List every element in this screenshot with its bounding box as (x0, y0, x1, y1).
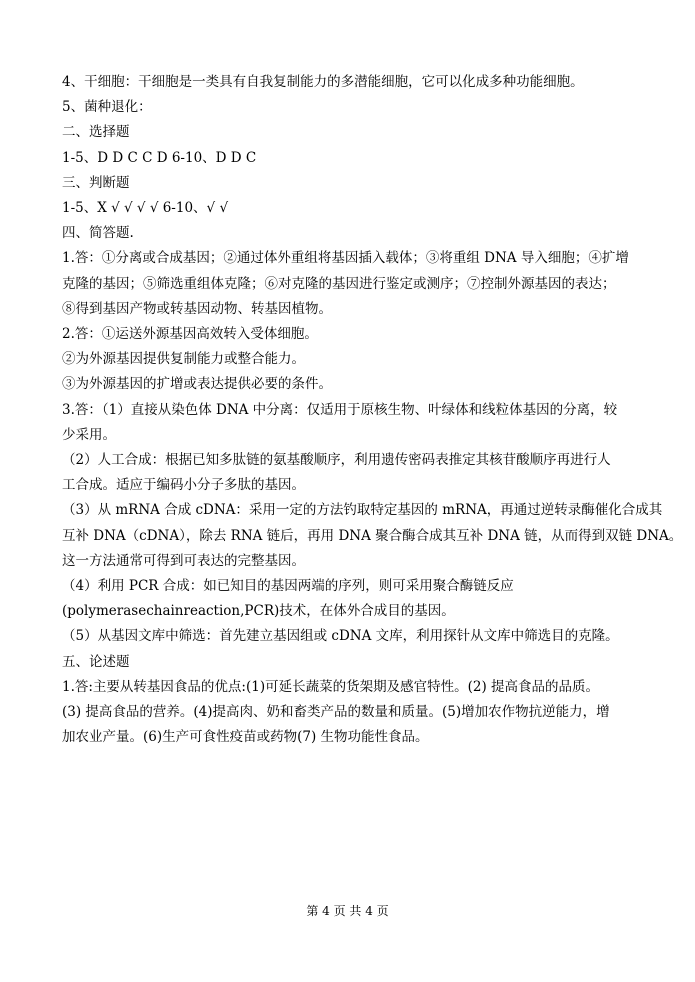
document-body (62, 70, 683, 750)
text-line: 1.答：①分离或合成基因；②通过体外重组将基因插入载体；③将重组 DNA 导入细胞；④扩增 (62, 250, 629, 267)
text-line: 2.答：①运送外源基因高效转入受体细胞。 (62, 326, 318, 343)
text-line: 5、菌种退化： (62, 99, 152, 116)
text-line: 3.答：（1）直接从染色体 DNA 中分离：仅适用于原核生物、叶绿体和线粒体基因的分离，较 (62, 401, 618, 418)
text-line: 少采用。 (62, 426, 116, 443)
text-line: 互补 DNA（cDNA），除去 RNA 链后，再用 DNA 聚合酶合成其互补 DNA 链，从而得到双链 DNA。 (62, 527, 683, 544)
text-line: ⑧得到基因产物或转基因动物、转基因植物。 (62, 300, 332, 317)
section-heading: 五、论述题 (62, 653, 130, 670)
text-line: （2）人工合成：根据已知多肽链的氨基酸顺序，利用遗传密码表推定其核苷酸顺序再进行人 (62, 452, 611, 469)
text-line: 克隆的基因；⑤筛选重组体克隆；⑥对克隆的基因进行鉴定或测序；⑦控制外源基因的表达； (62, 275, 616, 292)
text-line: 1.答:主要从转基因食品的优点:(1)可延长蔬菜的货架期及感官特性。(2) 提高食品的品质。 (62, 678, 600, 695)
page-footer: 第 4 页 共 4 页 (306, 904, 389, 918)
section-heading: 三、判断题 (62, 174, 130, 191)
text-line: （3）从 mRNA 合成 cDNA：采用一定的方法钓取特定基因的 mRNA，再通过逆转录酶催化合成其 (62, 502, 663, 519)
text-line: (3) 提高食品的营养。(4)提高肉、奶和畜类产品的数量和质量。(5)增加农作物抗逆能力，增 (62, 704, 610, 721)
text-line: 工合成。适应于编码小分子多肽的基因。 (62, 477, 305, 494)
section-heading: 二、选择题 (62, 124, 130, 141)
text-line: 这一方法通常可得到可表达的完整基因。 (62, 552, 305, 569)
text-line: 4、干细胞：干细胞是一类具有自我复制能力的多潜能细胞，它可以化成多种功能细胞。 (62, 74, 584, 90)
text-line: 1-5、X √ √ √ √ 6-10、√ √ (62, 200, 229, 217)
text-line: ③为外源基因的扩增或表达提供必要的条件。 (62, 376, 332, 393)
section-heading: 四、简答题. (62, 225, 134, 242)
text-line: (polymerasechainreaction,PCR)技术，在体外合成目的基因。 (62, 603, 455, 620)
text-line: （4）利用 PCR 合成：如已知目的基因两端的序列，则可采用聚合酶链反应 (62, 578, 514, 595)
text-line: ②为外源基因提供复制能力或整合能力。 (62, 351, 305, 368)
text-line: （5）从基因文库中筛选：首先建立基因组或 cDNA 文库，利用探针从文库中筛选目的克隆。 (62, 628, 619, 645)
text-line: 1-5、D D C C D 6-10、D D C (62, 149, 257, 166)
text-line: 加农业产量。(6)生产可食性疫苗或药物(7) 生物功能性食品。 (62, 729, 429, 746)
